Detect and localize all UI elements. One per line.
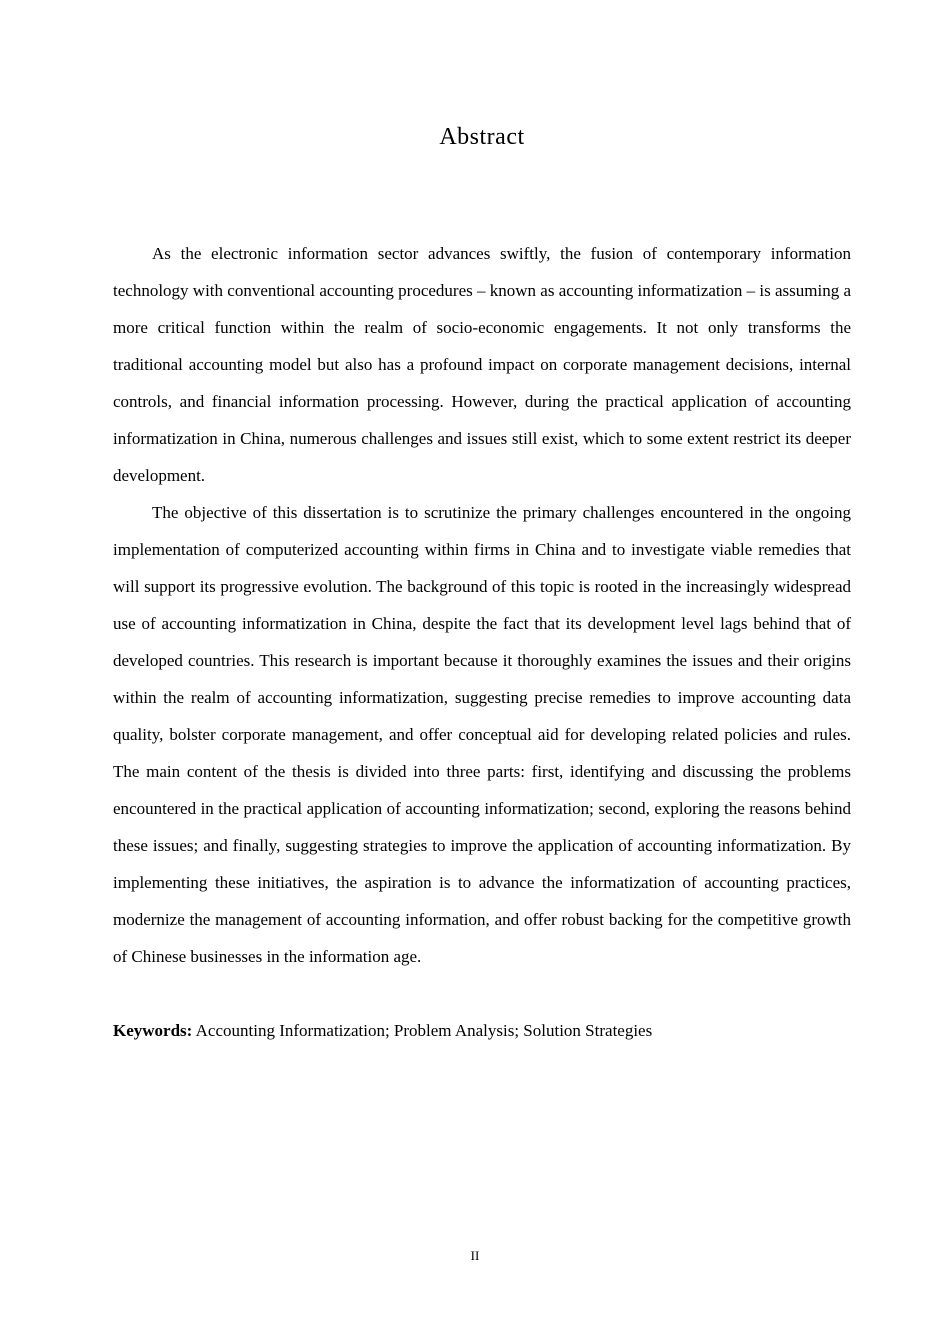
abstract-paragraph-2: The objective of this dissertation is to scrutinize the primary challenges encountered in the ongoing implementation of computerized accounting within firms in China and to investigate viable remedies that will support its progressive evolution. The background of this topic is rooted in the increasingly widespread use of accounting informatization in China, despite the fact that its development level lags behind that of developed countries. This research is important because it thoroughly examines the issues and their origins within the realm of accounting informatization, suggesting precise remedies to improve accounting data quality, bolster corporate management, and offer conceptual aid for developing related policies and rules. The main content of the thesis is divided into three parts: first, identifying and discussing the problems encountered in the practical application of accounting informatization; second, exploring the reasons behind these issues; and finally, suggesting strategies to improve the application of accounting informatization. By implementing these initiatives, the aspiration is to advance the informatization of accounting practices, modernize the management of accounting information, and offer robust backing for the competitive growth of Chinese businesses in the information age. (113, 503, 851, 966)
abstract-paragraph-1: As the electronic information sector advances swiftly, the fusion of contemporary information technology with conventional accounting procedures – known as accounting informatization – is assuming a more critical function within the realm of socio-economic engagements. It not only transforms the traditional accounting model but also has a profound impact on corporate management decisions, internal controls, and financial information processing. However, during the practical application of accounting informatization in China, numerous challenges and issues still exist, which to some extent restrict its deeper development. (113, 244, 851, 485)
page-content (113, 0, 851, 1049)
keywords-text: Accounting Informatization; Problem Analysis; Solution Strategies (192, 1021, 653, 1040)
keywords-label: Keywords: (113, 1021, 193, 1040)
keywords-line (113, 1012, 851, 1049)
page-number: II (470, 1248, 480, 1263)
abstract-body (113, 235, 851, 975)
page-title: Abstract (439, 124, 525, 150)
